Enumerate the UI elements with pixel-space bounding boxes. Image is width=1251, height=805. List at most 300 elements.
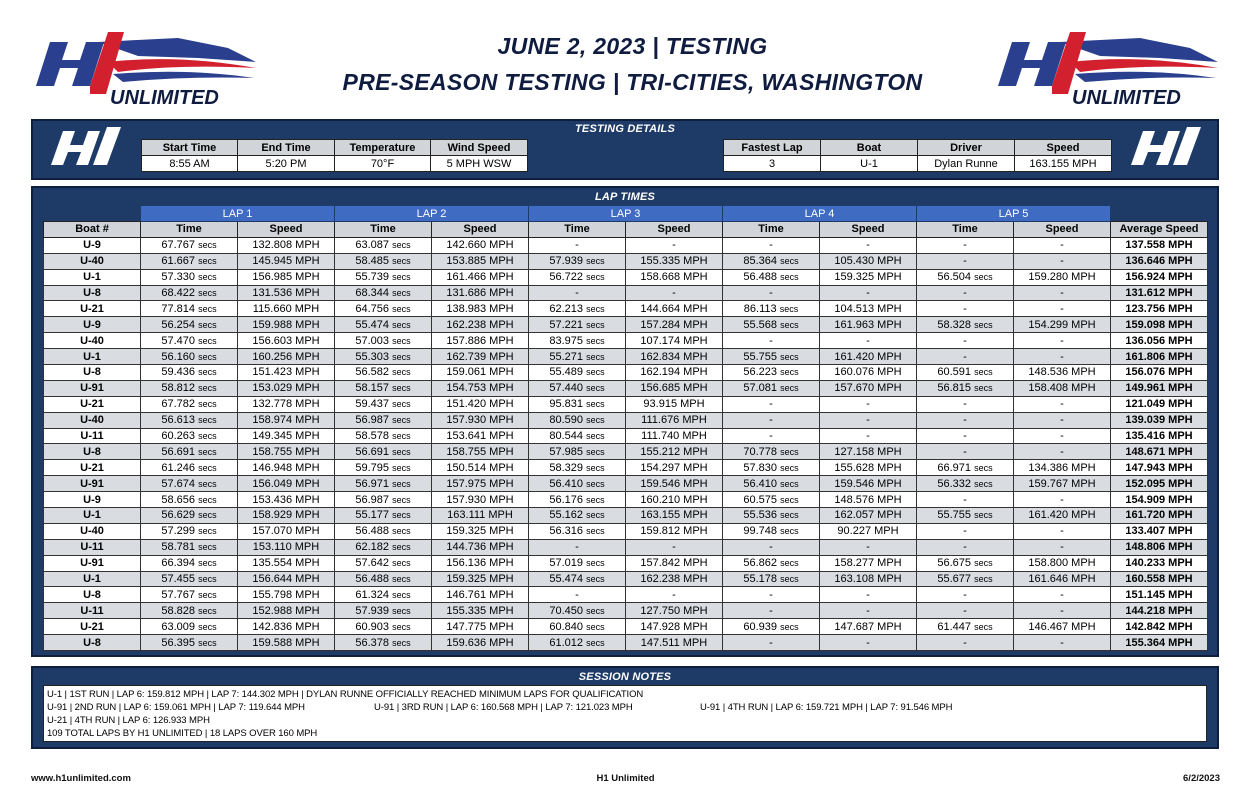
time-unit: secs bbox=[974, 462, 993, 473]
time-unit: secs bbox=[392, 303, 411, 314]
lap-speed-cell: 163.108 MPH bbox=[820, 571, 917, 587]
lap-time-value: 58.828 bbox=[161, 604, 196, 617]
lap-time-value: 55.303 bbox=[355, 350, 390, 363]
lap-group-2: LAP 2 bbox=[335, 206, 529, 222]
lap-time-value: 56.488 bbox=[355, 525, 390, 538]
lap-speed-cell: 153.641 MPH bbox=[432, 428, 529, 444]
lap-time-cell bbox=[723, 412, 820, 428]
lap-time-value: 59.436 bbox=[161, 366, 196, 379]
lap-time-value: 56.410 bbox=[549, 477, 584, 490]
lap-speed-cell: 127.158 MPH bbox=[820, 444, 917, 460]
boat-cell: U-11 bbox=[44, 539, 141, 555]
lap-time-value: 55.474 bbox=[355, 318, 390, 331]
lap-speed-cell: 156.603 MPH bbox=[238, 333, 335, 349]
time-unit: secs bbox=[586, 272, 605, 283]
lap-time-cell bbox=[335, 253, 432, 269]
time-unit: secs bbox=[586, 446, 605, 457]
time-unit: secs bbox=[586, 303, 605, 314]
footer-org: H1 Unlimited bbox=[596, 773, 655, 784]
lap-time-value: 60.939 bbox=[743, 620, 778, 633]
col-speed: Speed bbox=[820, 222, 917, 238]
lap-speed-cell: 159.588 MPH bbox=[238, 635, 335, 651]
lap-speed-cell: 90.227 MPH bbox=[820, 523, 917, 539]
lap-time-value: 56.691 bbox=[355, 445, 390, 458]
note-line: U-1 | 1ST RUN | LAP 6: 159.812 MPH | LAP 7: 144.302 MPH | DYLAN RUNNE OFFICIALLY REACHED MINIMUM LAPS FOR QUALIFICATION bbox=[47, 689, 644, 700]
lap-time-value: 55.489 bbox=[549, 366, 584, 379]
lap-speed-cell: 162.739 MPH bbox=[432, 349, 529, 365]
time-unit: secs bbox=[198, 574, 217, 585]
lap-time-cell bbox=[141, 492, 238, 508]
lap-time-value: 56.160 bbox=[161, 350, 196, 363]
lap-time-value: - bbox=[963, 414, 967, 427]
boat-cell: U-11 bbox=[44, 603, 141, 619]
average-speed-cell: 161.806 MPH bbox=[1111, 349, 1208, 365]
time-unit: secs bbox=[198, 240, 217, 251]
time-unit: secs bbox=[780, 446, 799, 457]
lap-time-cell bbox=[335, 587, 432, 603]
time-unit: secs bbox=[392, 478, 411, 489]
lap-time-value: 55.162 bbox=[549, 509, 584, 522]
lap-time-value: - bbox=[963, 604, 967, 617]
time-unit: secs bbox=[392, 240, 411, 251]
lap-time-cell bbox=[529, 253, 626, 269]
average-speed-cell: 161.720 MPH bbox=[1111, 508, 1208, 524]
lap-time-value: 61.246 bbox=[161, 461, 196, 474]
lap-speed-cell: 162.238 MPH bbox=[626, 571, 723, 587]
lap-time-cell bbox=[529, 508, 626, 524]
lap-time-cell bbox=[335, 349, 432, 365]
lap-time-cell bbox=[917, 635, 1014, 651]
lap-time-value: 56.378 bbox=[355, 636, 390, 649]
lap-time-value: 63.087 bbox=[355, 239, 390, 252]
lap-time-cell bbox=[141, 635, 238, 651]
lap-time-value: - bbox=[575, 239, 579, 252]
table-row bbox=[44, 539, 1208, 555]
time-unit: secs bbox=[198, 319, 217, 330]
lap-speed-cell: 155.798 MPH bbox=[238, 587, 335, 603]
lap-speed-cell: 156.985 MPH bbox=[238, 269, 335, 285]
lap-speed-cell: 159.280 MPH bbox=[1014, 269, 1111, 285]
lap-time-cell bbox=[529, 285, 626, 301]
lap-time-value: 62.182 bbox=[355, 541, 390, 554]
col-time: Time bbox=[917, 222, 1014, 238]
lap-time-cell bbox=[529, 237, 626, 253]
average-speed-cell: 144.218 MPH bbox=[1111, 603, 1208, 619]
lap-speed-cell: 111.740 MPH bbox=[626, 428, 723, 444]
lap-speed-cell: 162.057 MPH bbox=[820, 508, 917, 524]
boat-cell: U-21 bbox=[44, 396, 141, 412]
lap-time-value: 55.536 bbox=[743, 509, 778, 522]
lap-time-value: 61.447 bbox=[937, 620, 972, 633]
lap-time-value: - bbox=[963, 302, 967, 315]
lap-time-value: 56.987 bbox=[355, 493, 390, 506]
time-unit: secs bbox=[780, 621, 799, 632]
lap-speed-cell: 163.155 MPH bbox=[626, 508, 723, 524]
lap-time-cell bbox=[141, 508, 238, 524]
lap-speed-cell: 148.536 MPH bbox=[1014, 365, 1111, 381]
col-speed: Speed bbox=[626, 222, 723, 238]
lap-time-cell bbox=[335, 380, 432, 396]
lap-time-cell bbox=[141, 237, 238, 253]
lap-time-cell bbox=[723, 301, 820, 317]
lap-group-5: LAP 5 bbox=[917, 206, 1111, 222]
lap-time-value: - bbox=[575, 588, 579, 601]
lap-time-cell bbox=[917, 269, 1014, 285]
lap-time-cell bbox=[917, 476, 1014, 492]
lap-time-cell bbox=[917, 603, 1014, 619]
boat-cell: U-40 bbox=[44, 412, 141, 428]
lap-time-value: 59.437 bbox=[355, 398, 390, 411]
lap-time-cell bbox=[529, 587, 626, 603]
lap-time-cell bbox=[917, 539, 1014, 555]
boat-cell: U-1 bbox=[44, 349, 141, 365]
lap-time-value: - bbox=[769, 334, 773, 347]
lap-speed-cell: 151.423 MPH bbox=[238, 365, 335, 381]
lap-time-value: 57.674 bbox=[161, 477, 196, 490]
lap-time-cell bbox=[335, 333, 432, 349]
lap-speed-cell: 159.061 MPH bbox=[432, 365, 529, 381]
lap-speed-cell: 155.628 MPH bbox=[820, 460, 917, 476]
fastest-lap-value: 3 bbox=[724, 156, 821, 172]
time-unit: secs bbox=[392, 399, 411, 410]
table-row bbox=[44, 365, 1208, 381]
average-speed-cell: 136.646 MPH bbox=[1111, 253, 1208, 269]
time-unit: secs bbox=[392, 621, 411, 632]
lap-time-cell bbox=[723, 508, 820, 524]
col-time: Time bbox=[335, 222, 432, 238]
time-unit: secs bbox=[198, 589, 217, 600]
time-unit: secs bbox=[198, 367, 217, 378]
lap-time-value: 55.739 bbox=[355, 271, 390, 284]
table-row bbox=[44, 523, 1208, 539]
lap-time-cell bbox=[917, 380, 1014, 396]
lap-time-value: - bbox=[963, 493, 967, 506]
lap-time-value: 57.767 bbox=[161, 588, 196, 601]
time-unit: secs bbox=[586, 605, 605, 616]
lap-time-value: 56.582 bbox=[355, 366, 390, 379]
time-unit: secs bbox=[586, 574, 605, 585]
lap-time-value: 60.575 bbox=[743, 493, 778, 506]
lap-time-cell bbox=[529, 396, 626, 412]
lap-speed-cell: - bbox=[1014, 587, 1111, 603]
lap-time-cell bbox=[917, 587, 1014, 603]
lap-speed-cell: 147.687 MPH bbox=[820, 619, 917, 635]
lap-time-value: 63.009 bbox=[161, 620, 196, 633]
time-unit: secs bbox=[586, 383, 605, 394]
time-unit: secs bbox=[198, 510, 217, 521]
lap-time-cell bbox=[723, 269, 820, 285]
lap-time-value: - bbox=[769, 430, 773, 443]
average-speed-cell: 121.049 MPH bbox=[1111, 396, 1208, 412]
time-unit: secs bbox=[780, 478, 799, 489]
lap-time-cell bbox=[723, 285, 820, 301]
table-row bbox=[44, 237, 1208, 253]
average-speed-cell: 142.842 MPH bbox=[1111, 619, 1208, 635]
lap-time-value: 60.591 bbox=[937, 366, 972, 379]
lap-time-cell bbox=[723, 555, 820, 571]
time-unit: secs bbox=[780, 351, 799, 362]
header-driver: Driver bbox=[918, 140, 1015, 156]
table-row bbox=[44, 317, 1208, 333]
lap-time-cell bbox=[529, 555, 626, 571]
lap-time-cell bbox=[723, 635, 820, 651]
footer-website: www.h1unlimited.com bbox=[31, 773, 131, 784]
lap-speed-cell: 157.930 MPH bbox=[432, 492, 529, 508]
lap-speed-cell: 159.546 MPH bbox=[820, 476, 917, 492]
boat-cell: U-9 bbox=[44, 237, 141, 253]
lap-speed-cell: 158.929 MPH bbox=[238, 508, 335, 524]
fastest-driver-value: Dylan Runne bbox=[918, 156, 1015, 172]
lap-speed-cell: - bbox=[1014, 396, 1111, 412]
lap-time-cell bbox=[723, 317, 820, 333]
table-row bbox=[44, 460, 1208, 476]
lap-time-value: 66.971 bbox=[937, 461, 972, 474]
lap-time-cell bbox=[141, 428, 238, 444]
time-unit: secs bbox=[392, 542, 411, 553]
table-row bbox=[44, 508, 1208, 524]
average-speed-cell: 135.416 MPH bbox=[1111, 428, 1208, 444]
average-speed-cell: 154.909 MPH bbox=[1111, 492, 1208, 508]
lap-speed-cell: - bbox=[626, 539, 723, 555]
lap-speed-cell: 157.842 MPH bbox=[626, 555, 723, 571]
lap-time-cell bbox=[723, 365, 820, 381]
lap-speed-cell: 155.212 MPH bbox=[626, 444, 723, 460]
lap-speed-cell: 154.753 MPH bbox=[432, 380, 529, 396]
lap-time-value: 57.299 bbox=[161, 525, 196, 538]
lap-time-value: - bbox=[769, 414, 773, 427]
lap-time-value: - bbox=[963, 255, 967, 268]
lap-speed-cell: 146.948 MPH bbox=[238, 460, 335, 476]
lap-speed-cell: 160.256 MPH bbox=[238, 349, 335, 365]
table-row bbox=[44, 603, 1208, 619]
boat-cell: U-91 bbox=[44, 380, 141, 396]
time-unit: secs bbox=[780, 272, 799, 283]
header-fastest-lap: Fastest Lap bbox=[724, 140, 821, 156]
lap-speed-cell: 156.136 MPH bbox=[432, 555, 529, 571]
lap-time-cell bbox=[723, 539, 820, 555]
header-temperature: Temperature bbox=[335, 140, 431, 156]
lap-speed-cell: 93.915 MPH bbox=[626, 396, 723, 412]
session-notes-title: SESSION NOTES bbox=[578, 671, 672, 683]
lap-time-value: 85.364 bbox=[743, 255, 778, 268]
lap-time-value: - bbox=[963, 398, 967, 411]
svg-text:UNLIMITED: UNLIMITED bbox=[110, 87, 219, 108]
time-unit: secs bbox=[392, 526, 411, 537]
lap-time-cell bbox=[141, 269, 238, 285]
average-speed-cell: 133.407 MPH bbox=[1111, 523, 1208, 539]
lap-time-cell bbox=[529, 460, 626, 476]
lap-speed-cell: - bbox=[1014, 539, 1111, 555]
lap-time-value: 56.613 bbox=[161, 414, 196, 427]
boat-cell: U-1 bbox=[44, 571, 141, 587]
time-unit: secs bbox=[198, 335, 217, 346]
time-unit: secs bbox=[780, 558, 799, 569]
lap-speed-cell: 127.750 MPH bbox=[626, 603, 723, 619]
lap-time-cell bbox=[141, 349, 238, 365]
lap-time-cell bbox=[141, 380, 238, 396]
time-unit: secs bbox=[974, 574, 993, 585]
lap-time-cell bbox=[917, 412, 1014, 428]
table-row bbox=[44, 444, 1208, 460]
lap-speed-cell: 153.885 MPH bbox=[432, 253, 529, 269]
lap-time-value: 58.781 bbox=[161, 541, 196, 554]
lap-time-value: 56.223 bbox=[743, 366, 778, 379]
h1-mark-icon bbox=[45, 125, 125, 171]
time-unit: secs bbox=[198, 288, 217, 298]
lap-time-value: 55.677 bbox=[937, 573, 972, 586]
lap-time-value: 64.756 bbox=[355, 302, 390, 315]
boat-cell: U-8 bbox=[44, 587, 141, 603]
lap-speed-cell: 156.049 MPH bbox=[238, 476, 335, 492]
lap-speed-cell: 159.325 MPH bbox=[432, 523, 529, 539]
time-unit: secs bbox=[392, 335, 411, 346]
lap-speed-cell: - bbox=[1014, 253, 1111, 269]
lap-time-cell bbox=[141, 253, 238, 269]
time-unit: secs bbox=[780, 574, 799, 585]
lap-speed-cell: 159.812 MPH bbox=[626, 523, 723, 539]
boat-cell: U-40 bbox=[44, 253, 141, 269]
lap-speed-cell: - bbox=[1014, 412, 1111, 428]
time-unit: secs bbox=[392, 351, 411, 362]
time-unit: secs bbox=[198, 383, 217, 394]
lap-time-cell bbox=[335, 428, 432, 444]
lap-speed-cell: - bbox=[820, 396, 917, 412]
lap-speed-cell: 150.514 MPH bbox=[432, 460, 529, 476]
lap-time-value: 86.113 bbox=[743, 302, 777, 315]
time-unit: secs bbox=[974, 478, 993, 489]
time-unit: secs bbox=[586, 494, 605, 505]
boat-cell: U-8 bbox=[44, 444, 141, 460]
time-unit: secs bbox=[392, 256, 411, 267]
lap-time-value: 57.455 bbox=[161, 573, 196, 586]
lap-time-value: 57.440 bbox=[549, 382, 584, 395]
time-unit: secs bbox=[198, 256, 217, 267]
lap-speed-cell: - bbox=[820, 285, 917, 301]
lap-time-cell bbox=[723, 619, 820, 635]
time-unit: secs bbox=[392, 510, 411, 521]
lap-speed-cell: 159.767 MPH bbox=[1014, 476, 1111, 492]
lap-time-value: - bbox=[963, 588, 967, 601]
lap-time-value: 83.975 bbox=[549, 334, 584, 347]
lap-speed-cell: 131.686 MPH bbox=[432, 285, 529, 301]
lap-speed-cell: 148.576 MPH bbox=[820, 492, 917, 508]
lap-time-value: 67.767 bbox=[161, 239, 196, 252]
time-unit: secs bbox=[586, 351, 605, 362]
lap-time-cell bbox=[335, 619, 432, 635]
lap-speed-cell: 153.029 MPH bbox=[238, 380, 335, 396]
table-row bbox=[44, 396, 1208, 412]
lap-speed-cell: 155.335 MPH bbox=[432, 603, 529, 619]
lap-speed-cell: - bbox=[1014, 333, 1111, 349]
page-title: JUNE 2, 2023 | TESTING bbox=[497, 33, 768, 59]
lap-time-cell bbox=[529, 349, 626, 365]
time-unit: secs bbox=[586, 415, 605, 426]
boat-cell: U-40 bbox=[44, 523, 141, 539]
temperature-value: 70°F bbox=[335, 156, 431, 172]
lap-time-cell bbox=[141, 603, 238, 619]
lap-time-value: - bbox=[769, 636, 773, 649]
lap-time-cell bbox=[917, 301, 1014, 317]
lap-time-cell bbox=[335, 523, 432, 539]
table-row bbox=[44, 587, 1208, 603]
lap-time-value: - bbox=[963, 445, 967, 458]
time-unit: secs bbox=[586, 256, 605, 267]
lap-speed-cell: - bbox=[820, 539, 917, 555]
time-unit: secs bbox=[586, 462, 605, 473]
lap-time-cell bbox=[529, 269, 626, 285]
lap-speed-cell: 157.930 MPH bbox=[432, 412, 529, 428]
lap-time-value: 66.394 bbox=[161, 557, 196, 570]
lap-speed-cell: 153.110 MPH bbox=[238, 539, 335, 555]
lap-speed-cell: - bbox=[1014, 444, 1111, 460]
average-speed-cell: 140.233 MPH bbox=[1111, 555, 1208, 571]
lap-time-cell bbox=[723, 460, 820, 476]
lap-time-value: 56.316 bbox=[549, 525, 584, 538]
col-average-speed: Average Speed bbox=[1111, 222, 1208, 238]
col-time: Time bbox=[723, 222, 820, 238]
lap-time-value: 56.254 bbox=[161, 318, 196, 331]
lap-time-value: 58.329 bbox=[549, 461, 584, 474]
lap-time-value: - bbox=[769, 287, 773, 299]
lap-time-value: 59.795 bbox=[355, 461, 390, 474]
lap-time-cell bbox=[529, 571, 626, 587]
time-unit: secs bbox=[198, 494, 217, 505]
time-unit: secs bbox=[198, 415, 217, 426]
lap-speed-cell: 111.676 MPH bbox=[626, 412, 723, 428]
lap-time-value: 57.642 bbox=[355, 557, 390, 570]
time-unit: secs bbox=[198, 542, 217, 553]
lap-time-cell bbox=[141, 619, 238, 635]
lap-time-value: 57.019 bbox=[549, 557, 584, 570]
lap-speed-cell: 105.430 MPH bbox=[820, 253, 917, 269]
table-row bbox=[44, 253, 1208, 269]
average-speed-cell: 137.558 MPH bbox=[1111, 237, 1208, 253]
lap-speed-cell: - bbox=[820, 237, 917, 253]
header-end-time: End Time bbox=[238, 140, 335, 156]
average-speed-cell: 136.056 MPH bbox=[1111, 333, 1208, 349]
lap-time-cell bbox=[917, 571, 1014, 587]
lap-speed-cell: 107.174 MPH bbox=[626, 333, 723, 349]
time-unit: secs bbox=[586, 335, 605, 346]
lap-speed-cell: 146.467 MPH bbox=[1014, 619, 1111, 635]
lap-time-cell bbox=[141, 539, 238, 555]
time-unit: secs bbox=[198, 431, 217, 442]
time-unit: secs bbox=[586, 367, 605, 378]
lap-time-value: 61.667 bbox=[161, 255, 196, 268]
lap-time-value: 56.504 bbox=[937, 271, 972, 284]
lap-time-cell bbox=[723, 253, 820, 269]
table-row bbox=[44, 285, 1208, 301]
lap-time-cell bbox=[141, 396, 238, 412]
lap-speed-cell: 147.775 MPH bbox=[432, 619, 529, 635]
lap-time-value: 56.691 bbox=[161, 445, 196, 458]
lap-speed-cell: - bbox=[1014, 285, 1111, 301]
lap-time-cell bbox=[141, 555, 238, 571]
time-unit: secs bbox=[392, 462, 411, 473]
average-speed-cell: 148.671 MPH bbox=[1111, 444, 1208, 460]
lap-time-cell bbox=[529, 539, 626, 555]
time-unit: secs bbox=[779, 303, 799, 314]
session-notes-box bbox=[43, 685, 1207, 742]
time-unit: secs bbox=[198, 478, 217, 489]
lap-speed-cell: - bbox=[1014, 523, 1111, 539]
lap-speed-cell: 162.238 MPH bbox=[432, 317, 529, 333]
lap-speed-cell: 161.646 MPH bbox=[1014, 571, 1111, 587]
header-speed: Speed bbox=[1015, 140, 1112, 156]
svg-text:UNLIMITED: UNLIMITED bbox=[1072, 87, 1181, 108]
lap-speed-cell: 156.644 MPH bbox=[238, 571, 335, 587]
lap-speed-cell: 162.194 MPH bbox=[626, 365, 723, 381]
